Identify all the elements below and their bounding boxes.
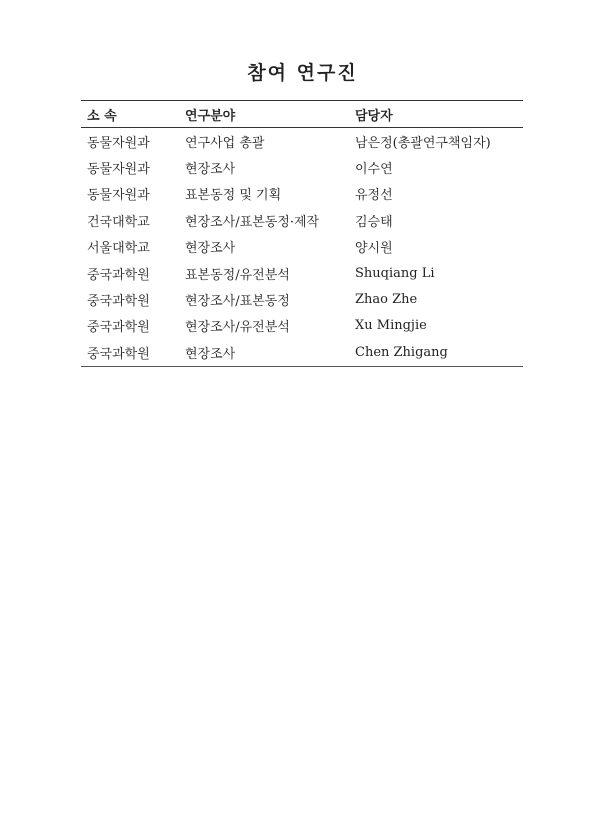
person-cell: 유정선 [355, 188, 393, 204]
affiliation-cell: 동물자원과 [87, 162, 150, 178]
affiliation-cell: 중국과학원 [87, 346, 150, 362]
table-row [81, 181, 523, 207]
person-cell: Shuqiang Li [355, 265, 435, 281]
field-cell: 현장조사/유전분석 [185, 320, 290, 336]
table-row [81, 313, 523, 339]
affiliation-cell: 동물자원과 [87, 135, 150, 151]
field-cell: 현장조사 [185, 162, 236, 178]
table-row [81, 286, 523, 312]
affiliation-cell: 건국대학교 [87, 214, 150, 230]
person-cell: Chen Zhigang [355, 344, 448, 360]
affiliation-cell: 중국과학원 [87, 267, 150, 283]
table-row [81, 234, 523, 260]
header-field: 연구분야 [185, 108, 236, 124]
field-cell: 표본동정/유전분석 [185, 267, 290, 283]
table-row [81, 154, 523, 180]
header-person: 담당자 [355, 108, 393, 124]
table-row [81, 260, 523, 286]
field-cell: 현장조사/표본동정·제작 [185, 214, 320, 230]
field-cell: 현장조사/표본동정 [185, 294, 290, 310]
page-title: 참여 연구진 [247, 62, 358, 84]
person-cell: 김승태 [355, 214, 393, 230]
person-cell: 이수연 [355, 162, 393, 178]
table-header-row [81, 101, 523, 128]
affiliation-cell: 중국과학원 [87, 294, 150, 310]
person-cell: 남은정(총괄연구책임자) [355, 135, 491, 151]
affiliation-cell: 동물자원과 [87, 188, 150, 204]
researchers-table [81, 100, 523, 367]
table-body [81, 128, 523, 366]
table-row [81, 339, 523, 365]
field-cell: 표본동정 및 기획 [185, 188, 282, 204]
field-cell: 현장조사 [185, 241, 236, 257]
table-row [81, 207, 523, 233]
field-cell: 연구사업 총괄 [185, 135, 265, 151]
table-row [81, 128, 523, 154]
header-affiliation: 소 속 [87, 108, 117, 124]
field-cell: 현장조사 [185, 346, 236, 362]
affiliation-cell: 서울대학교 [87, 241, 150, 257]
person-cell: Xu Mingjie [355, 318, 427, 334]
person-cell: Zhao Zhe [355, 292, 418, 308]
person-cell: 양시원 [355, 241, 393, 257]
affiliation-cell: 중국과학원 [87, 320, 150, 336]
